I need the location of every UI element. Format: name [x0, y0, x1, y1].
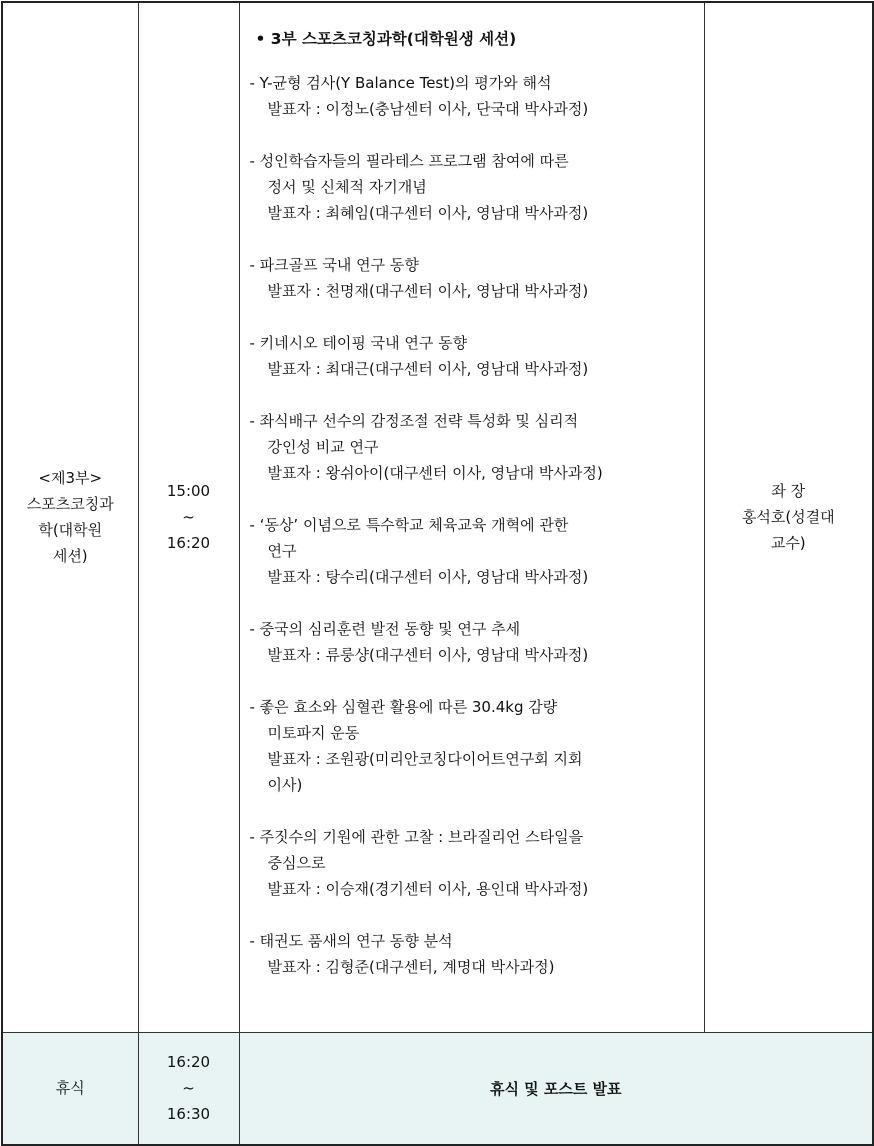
break-name-cell: 휴식 — [2, 1032, 138, 1145]
chair-line: 홍석호(성결대 — [741, 508, 835, 527]
presentation-title: - 키네시오 테이핑 국내 연구 동향 — [249, 334, 468, 352]
presentation-title: - 중국의 심리훈련 발전 동향 및 연구 추세 — [249, 620, 521, 638]
presentation-title: 미토파지 운동 — [267, 724, 360, 742]
break-time-end: 16:30 — [166, 1105, 211, 1124]
presenter: 발표자 : 류룽샹(대구센터 이사, 영남대 박사과정) — [267, 646, 589, 664]
schedule-table — [1, 1, 874, 1146]
presentation-title: - 주짓수의 기원에 관한 고찰 : 브라질리언 스타일을 — [249, 828, 584, 846]
presentation-item — [250, 330, 694, 382]
session-content-cell — [239, 2, 704, 1032]
presentation-item — [250, 928, 694, 980]
presentation-title: 연구 — [267, 542, 297, 560]
presenter: 발표자 : 최혜임(대구센터 이사, 영남대 박사과정) — [267, 204, 589, 222]
time-start: 15:00 — [166, 482, 211, 501]
session-name-line: 스포츠코칭과 — [26, 495, 114, 514]
presenter: 이사) — [267, 776, 303, 794]
break-time-start: 16:20 — [166, 1053, 211, 1072]
presentation-title: - 파크골프 국내 연구 동향 — [249, 256, 419, 274]
session-name-cell — [2, 2, 138, 1032]
break-content-cell: 휴식 및 포스트 발표 — [239, 1032, 873, 1145]
chair-info — [705, 478, 873, 556]
chair-line: 좌 장 — [771, 482, 806, 501]
presentation-title: - 좋은 효소와 심혈관 활용에 따른 30.4kg 감량 — [249, 698, 558, 716]
break-row — [2, 1032, 873, 1145]
presentation-title: 강인성 비교 연구 — [267, 438, 379, 456]
presenter: 발표자 : 이승재(경기센터 이사, 용인대 박사과정) — [267, 880, 589, 898]
presentation-title: - 성인학습자들의 필라테스 프로그램 참여에 따른 — [249, 152, 569, 170]
session-row — [2, 2, 873, 1032]
time-separator: ~ — [182, 508, 195, 527]
presenter: 발표자 : 왕쉬아이(대구센터 이사, 영남대 박사과정) — [267, 464, 603, 482]
presentation-item — [250, 616, 694, 668]
presentation-item — [250, 148, 694, 226]
presentation-item — [250, 252, 694, 304]
presentation-item — [250, 824, 694, 902]
presenter: 발표자 : 최대근(대구센터 이사, 영남대 박사과정) — [267, 360, 589, 378]
session-name-line: <제3부> — [38, 469, 103, 488]
chair-line: 교수) — [770, 534, 806, 553]
time-end: 16:20 — [166, 534, 211, 553]
presentation-item — [250, 512, 694, 590]
presentation-item — [250, 70, 694, 122]
session-time-cell — [138, 2, 239, 1032]
presentation-item — [250, 408, 694, 486]
chair-cell — [704, 2, 873, 1032]
presentation-title: - 태권도 품새의 연구 동향 분석 — [249, 932, 453, 950]
presenter: 발표자 : 탕수리(대구센터 이사, 영남대 박사과정) — [267, 568, 589, 586]
break-time-separator: ~ — [182, 1079, 195, 1098]
session-heading: • 3부 스포츠코칭과학(대학원생 세션) — [255, 30, 517, 48]
presenter: 발표자 : 조원광(미리안코칭다이어트연구회 지회 — [267, 750, 583, 768]
presentation-title: 정서 및 신체적 자기개념 — [267, 178, 427, 196]
session-name — [3, 465, 138, 569]
presentation-title: 중심으로 — [267, 854, 326, 872]
session-name-line: 학(대학원 — [38, 521, 103, 540]
presenter: 발표자 : 김형준(대구센터, 계명대 박사과정) — [267, 958, 555, 976]
break-time-cell — [138, 1032, 239, 1145]
presentation-list — [250, 70, 694, 980]
presentation-title: - ‘동상’ 이념으로 특수학교 체육교육 개혁에 관한 — [249, 516, 569, 534]
presenter: 발표자 : 이정노(충남센터 이사, 단국대 박사과정) — [267, 100, 589, 118]
presenter: 발표자 : 천명재(대구센터 이사, 영남대 박사과정) — [267, 282, 589, 300]
presentation-item — [250, 694, 694, 798]
presentation-title: - Y-균형 검사(Y Balance Test)의 평가와 해석 — [249, 74, 552, 92]
session-name-line: 세션) — [52, 547, 88, 566]
presentation-title: - 좌식배구 선수의 감정조절 전략 특성화 및 심리적 — [249, 412, 579, 430]
